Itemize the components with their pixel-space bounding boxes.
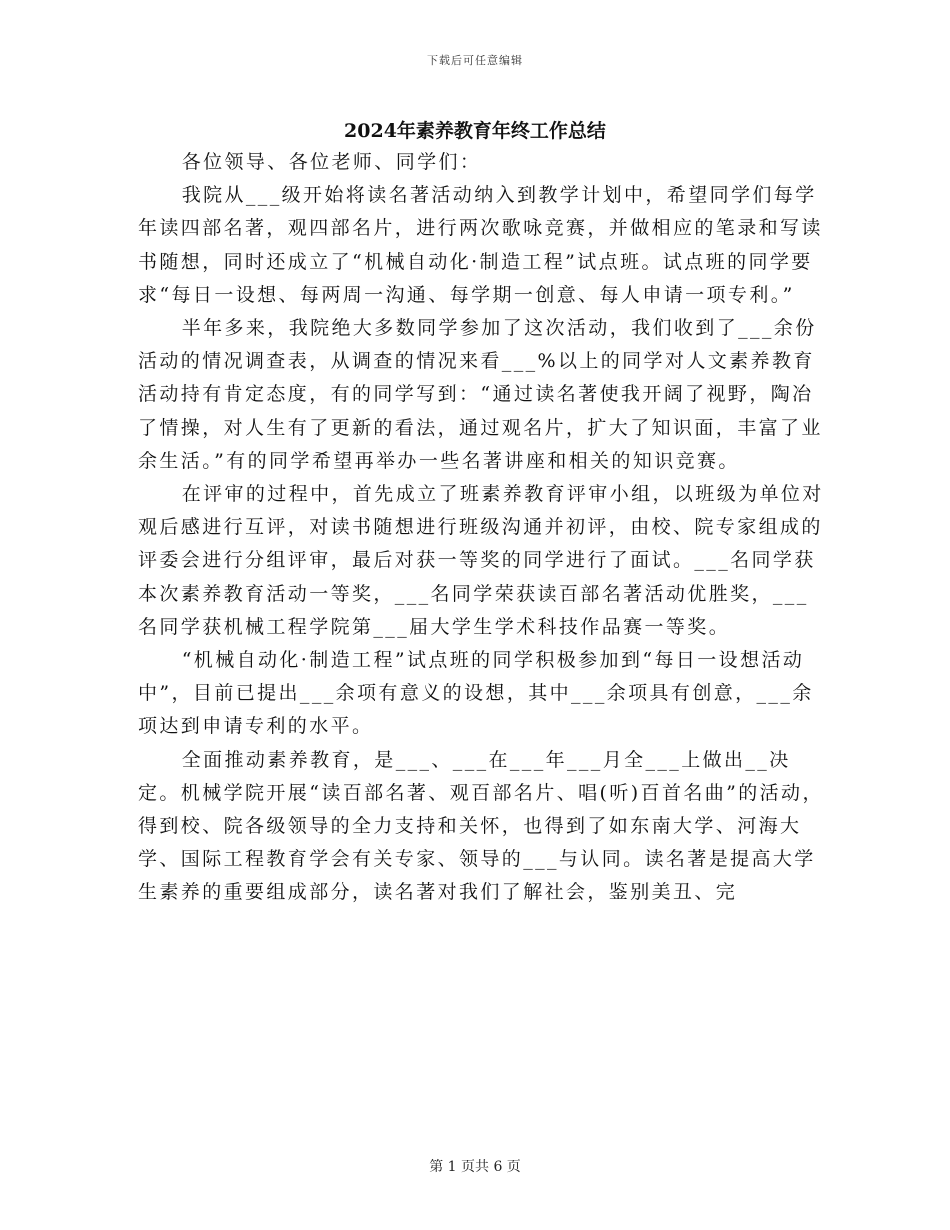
- paragraph-5: 全面推动素养教育，是___、___在___年___月全___上做出__决定。机械学院开展“读百部名著、观百部名片、唱(听)百首名曲”的活动，得到校、院各级领导的全力支持和关怀，也得到了如东南大学、河海大学、国际工程教育学会有关专家、领导的___与认同。读名著是提高大学生素养的重要组成部分，读名著对我们了解社会，鉴别美丑、完: [138, 748, 824, 904]
- paragraph-4: “机械自动化·制造工程”试点班的同学积极参加到“每日一设想活动中”，目前已提出___余项有意义的设想，其中___余项具有创意，___余项达到申请专利的水平。: [138, 649, 814, 738]
- page-header-note: 下载后可任意编辑: [427, 54, 523, 67]
- paragraph-1: 我院从___级开始将读名著活动纳入到教学计划中，希望同学们每学年读四部名著，观四部名片，进行两次歌咏竞赛，并做相应的笔录和写读书随想，同时还成立了“机械自动化·制造工程”试点班。试点班的同学要求“每日一设想、每两周一沟通、每学期一创意、每人申请一项专利。”: [138, 184, 823, 306]
- paragraph-2: 半年多来，我院绝大多数同学参加了这次活动，我们收到了___余份活动的情况调查表，从调查的情况来看___%以上的同学对人文素养教育活动持有肯定态度，有的同学写到：“通过读名著使我开阔了视野，陶冶了情操，对人生有了更新的看法，通过观名片，扩大了知识面，丰富了业余生活。”有的同学希望再举办一些名著讲座和相关的知识竞赛。: [138, 317, 823, 472]
- paragraph-3: 在评审的过程中，首先成立了班素养教育评审小组，以班级为单位对观后感进行互评，对读书随想进行班级沟通并初评，由校、院专家组成的评委会进行分组评审，最后对获一等奖的同学进行了面试。___名同学获本次素养教育活动一等奖，___名同学荣获读百部名著活动优胜奖，___名同学获机械工程学院第___届大学生学术科技作品赛一等奖。: [138, 483, 824, 638]
- page-number-footer: 第 1 页共 6 页: [429, 1159, 521, 1175]
- document-title: 2024年素养教育年终工作总结: [344, 120, 606, 142]
- document-body: [138, 146, 828, 910]
- paragraph-salutation: 各位领导、各位老师、同学们：: [181, 151, 482, 173]
